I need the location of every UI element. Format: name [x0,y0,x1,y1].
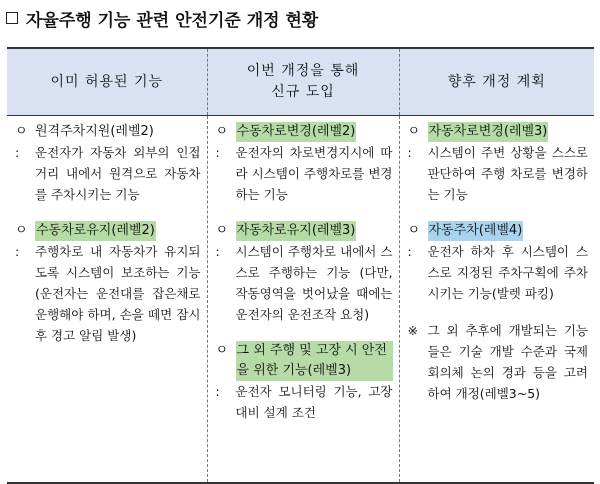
list-item: ㅇ 수동차로유지(레벨2) : 주행차로 내 자동차가 유지되도록 시스템이 보조하는 기능(운전자는 운전대를 잡은채로 운행해야 하며, 손을 떼면 잠시 후 경고 알림 발생) [15,221,201,346]
feature-description: 운전자가 자동차 외부의 인접거리 내에서 원격으로 자동차를 주차시키는 기능 [35,145,201,202]
column-header-planned: 향후 개정 계획 [399,48,594,116]
feature-description: 시스템이 주변 상황을 스스로 판단하여 주행 차로를 변경하는 기능 [427,145,588,202]
reference-mark-icon: ※ [407,323,418,338]
list-item: ㅇ 그 외 주행 및 고장 시 안전을 위한 기능(레벨3) : 운전자 모니터링 기능, 고장 대비 설계 조건 [216,341,393,423]
feature-description: 운전자 하차 후 시스템이 스스로 지정된 주차구획에 주차시키는 기능(발렛 파킹) [427,244,588,301]
feature-name: 그 외 주행 및 고장 시 안전을 위한 기능(레벨3) [236,341,393,381]
page-title-text: 자율주행 기능 관련 안전기준 개정 현황 [26,10,319,31]
bullet-icon: ㅇ [15,124,28,139]
feature-name: 수동차로변경(레벨2) [236,122,357,142]
list-item: ㅇ 수동차로변경(레벨2) : 운전자의 차로변경지시에 따라 시스템이 주행차로를 변경하는 기능 [216,122,393,205]
note-text: 그 외 추후에 개발되는 기능들은 기술 개발 수준과 국제 회의체 논의 경과 등을 고려하여 개정(레벨3~5) [427,323,588,401]
comparison-table [7,47,594,484]
bullet-icon: ㅇ [215,223,229,238]
feature-description: 운전자 모니터링 기능, 고장 대비 설계 조건 [235,384,393,420]
bullet-icon: ㅇ [407,223,421,238]
column-header-allowed: 이미 허용된 기능 [7,48,207,116]
feature-name: 수동차로유지(레벨2) [35,221,156,241]
page-title [6,4,318,32]
list-item: ㅇ 원격주차지원(레벨2) : 운전자가 자동차 외부의 인접거리 내에서 원격으로 자동차를 주차시키는 기능 [15,122,201,205]
column-allowed [7,116,207,484]
list-item: ㅇ 자동차로변경(레벨3) : 시스템이 주변 상황을 스스로 판단하여 주행 차로를 변경하는 기능 [408,122,589,205]
bullet-icon: ㅇ [215,124,229,139]
column-new [207,116,399,484]
feature-name: 자동주차(레벨4) [428,221,524,241]
note [408,320,589,404]
list-item: ㅇ 자동주차(레벨4) : 운전자 하차 후 시스템이 스스로 지정된 주차구획에 주차시키는 기능(발렛 파킹) [408,221,589,304]
feature-name: 원격주차지원(레벨2) [35,124,154,139]
bullet-icon: ㅇ [215,343,229,358]
bullet-icon: ㅇ [407,124,421,139]
feature-description: 운전자의 차로변경지시에 따라 시스템이 주행차로를 변경하는 기능 [235,145,393,202]
checkbox-square-icon [6,12,18,24]
feature-name: 자동차로변경(레벨3) [428,122,549,142]
column-header-new: 이번 개정을 통해 신규 도입 [207,48,399,116]
feature-description: 시스템이 주행차로 내에서 스스로 주행하는 기능 (다만, 작동영역을 벗어났을 때에는 운전자의 운전조작 요청) [235,244,393,322]
bullet-icon: ㅇ [15,223,28,238]
feature-description: 주행차로 내 자동차가 유지되도록 시스템이 보조하는 기능(운전자는 운전대를 잡은채로 운행해야 하며, 손을 떼면 잠시 후 경고 알림 발생) [35,244,201,343]
column-planned [399,116,594,484]
list-item: ㅇ 자동차로유지(레벨3) : 시스템이 주행차로 내에서 스스로 주행하는 기능 (다만, 작동영역을 벗어났을 때에는 운전자의 운전조작 요청) [216,221,393,325]
feature-name: 자동차로유지(레벨3) [236,221,357,241]
